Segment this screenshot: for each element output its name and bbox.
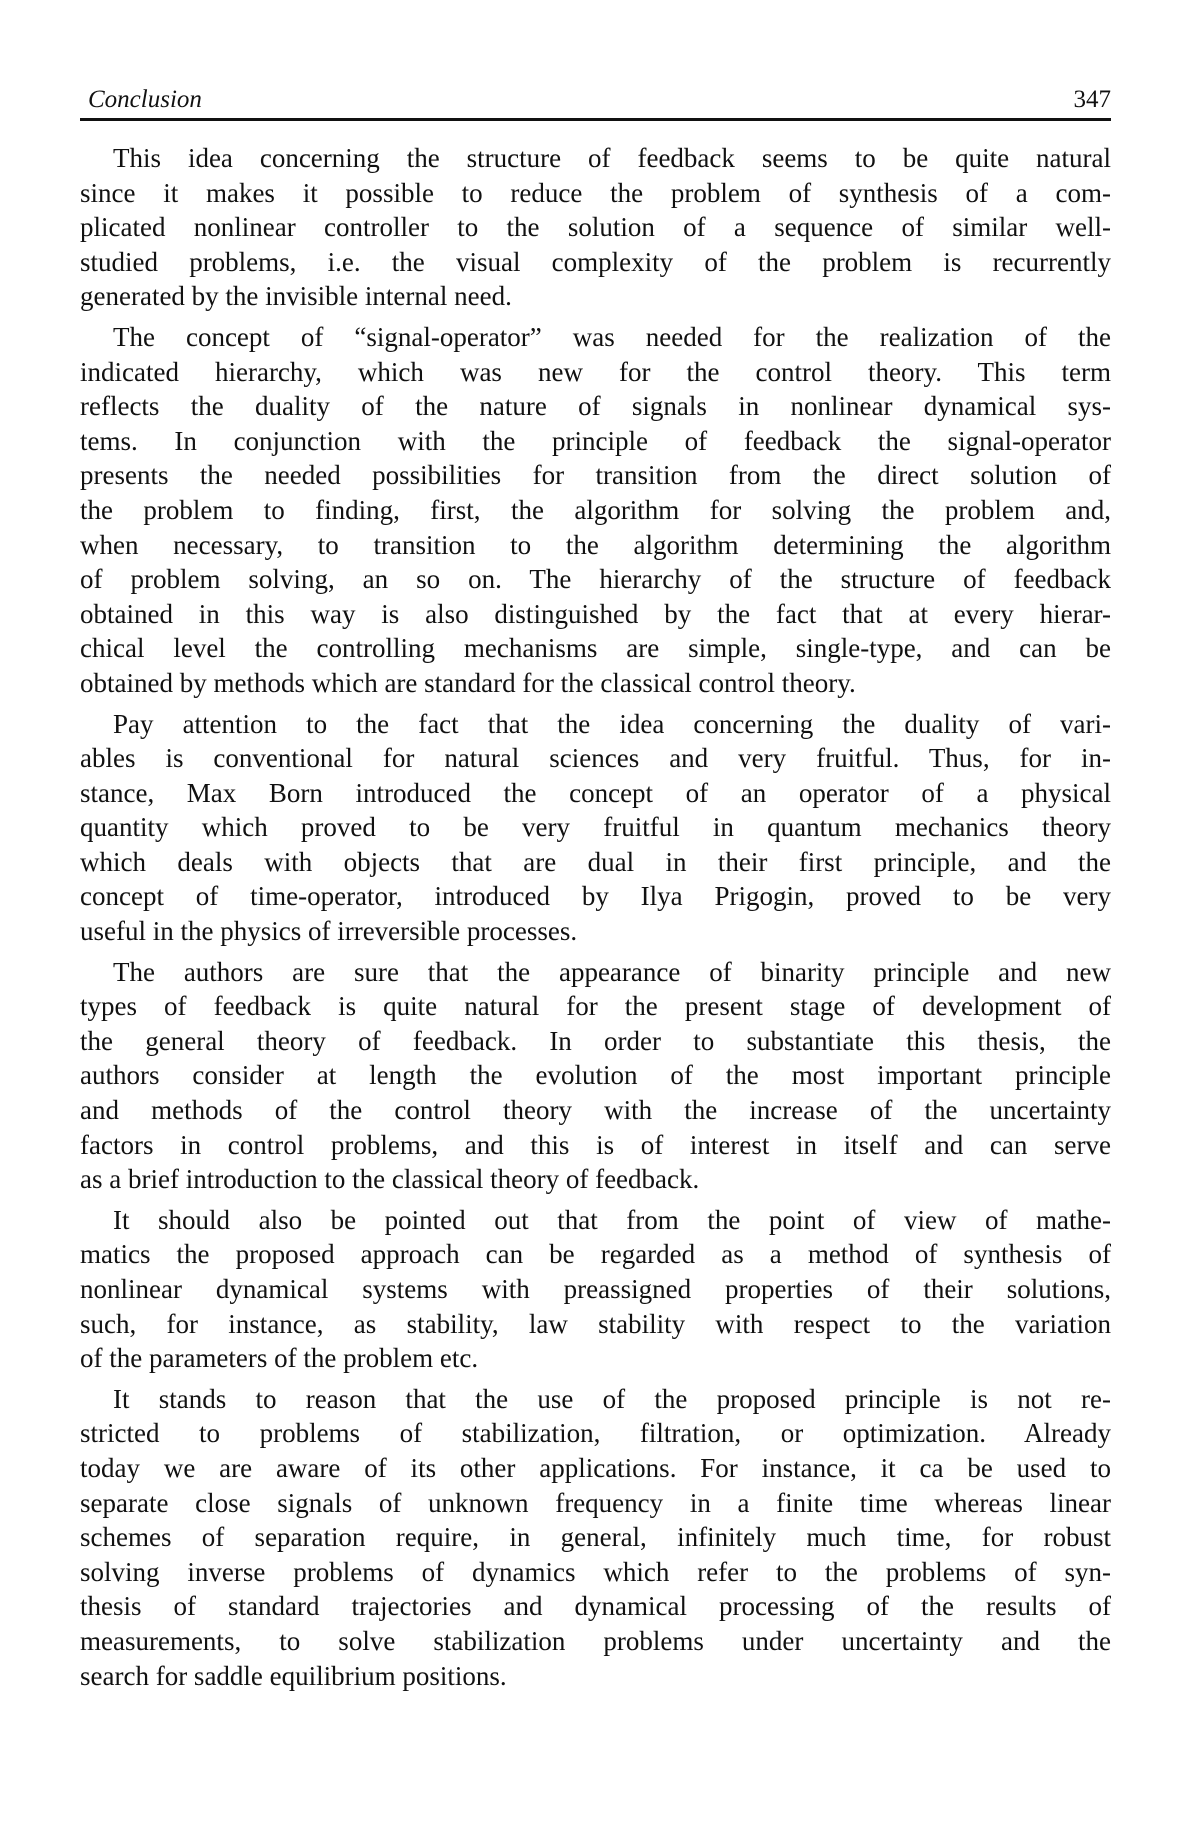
text-line: reflects the duality of the nature of signals in nonlinear dynamical sys- (80, 389, 1111, 424)
text-line: when necessary, to transition to the algorithm determining the algorithm (80, 528, 1111, 563)
text-line: presents the needed possibilities for transition from the direct solution of (80, 458, 1111, 493)
text-line: since it makes it possible to reduce the problem of synthesis of a com- (80, 176, 1111, 211)
paragraph (80, 707, 1111, 949)
text-line: of the parameters of the problem etc. (80, 1341, 1111, 1376)
text-line: separate close signals of unknown frequency in a finite time whereas linear (80, 1486, 1111, 1521)
text-line: the problem to finding, first, the algorithm for solving the problem and, (80, 493, 1111, 528)
text-line: nonlinear dynamical systems with preassigned properties of their solutions, (80, 1272, 1111, 1307)
running-title: Conclusion (88, 86, 202, 114)
text-line: stricted to problems of stabilization, filtration, or optimization. Already (80, 1416, 1111, 1451)
text-line: Pay attention to the fact that the idea concerning the duality of vari- (80, 707, 1111, 742)
paragraph (80, 955, 1111, 1197)
text-line: It stands to reason that the use of the proposed principle is not re- (80, 1382, 1111, 1417)
text-line: studied problems, i.e. the visual complexity of the problem is recurrently (80, 245, 1111, 280)
text-line: of problem solving, an so on. The hierarchy of the structure of feedback (80, 562, 1111, 597)
paragraph (80, 320, 1111, 701)
text-line: tems. In conjunction with the principle of feedback the signal-operator (80, 424, 1111, 459)
text-line: It should also be pointed out that from the point of view of mathe- (80, 1203, 1111, 1238)
text-line: stance, Max Born introduced the concept of an operator of a physical (80, 776, 1111, 811)
paragraph (80, 1203, 1111, 1376)
text-line: and methods of the control theory with the increase of the uncertainty (80, 1093, 1111, 1128)
text-line: authors consider at length the evolution of the most important principle (80, 1058, 1111, 1093)
text-line: ables is conventional for natural sciences and very fruitful. Thus, for in- (80, 741, 1111, 776)
text-line: the general theory of feedback. In order to substantiate this thesis, the (80, 1024, 1111, 1059)
body-text (80, 141, 1111, 1699)
text-line: quantity which proved to be very fruitful in quantum mechanics theory (80, 810, 1111, 845)
text-line: generated by the invisible internal need. (80, 279, 1111, 314)
text-line: useful in the physics of irreversible processes. (80, 914, 1111, 949)
paragraph (80, 1382, 1111, 1693)
page-number: 347 (1074, 86, 1112, 114)
text-line: schemes of separation require, in general, infinitely much time, for robust (80, 1520, 1111, 1555)
text-line: concept of time-operator, introduced by Ilya Prigogin, proved to be very (80, 879, 1111, 914)
text-line: indicated hierarchy, which was new for the control theory. This term (80, 355, 1111, 390)
text-line: today we are aware of its other applications. For instance, it ca be used to (80, 1451, 1111, 1486)
text-line: The authors are sure that the appearance of binarity principle and new (80, 955, 1111, 990)
text-line: as a brief introduction to the classical theory of feedback. (80, 1162, 1111, 1197)
text-line: chical level the controlling mechanisms are simple, single-type, and can be (80, 631, 1111, 666)
text-line: measurements, to solve stabilization problems under uncertainty and the (80, 1624, 1111, 1659)
text-line: solving inverse problems of dynamics which refer to the problems of syn- (80, 1555, 1111, 1590)
text-line: factors in control problems, and this is of interest in itself and can serve (80, 1128, 1111, 1163)
text-line: search for saddle equilibrium positions. (80, 1659, 1111, 1694)
text-line: plicated nonlinear controller to the solution of a sequence of similar well- (80, 210, 1111, 245)
paragraph (80, 141, 1111, 314)
text-line: This idea concerning the structure of feedback seems to be quite natural (80, 141, 1111, 176)
text-line: obtained by methods which are standard for the classical control theory. (80, 666, 1111, 701)
text-line: types of feedback is quite natural for the present stage of development of (80, 989, 1111, 1024)
text-line: thesis of standard trajectories and dynamical processing of the results of (80, 1589, 1111, 1624)
text-line: which deals with objects that are dual in their first principle, and the (80, 845, 1111, 880)
text-line: such, for instance, as stability, law stability with respect to the variation (80, 1307, 1111, 1342)
text-line: The concept of “signal-operator” was needed for the realization of the (80, 320, 1111, 355)
page-header (80, 86, 1111, 118)
text-line: matics the proposed approach can be regarded as a method of synthesis of (80, 1237, 1111, 1272)
text-line: obtained in this way is also distinguished by the fact that at every hierar- (80, 597, 1111, 632)
header-rule (80, 118, 1111, 121)
